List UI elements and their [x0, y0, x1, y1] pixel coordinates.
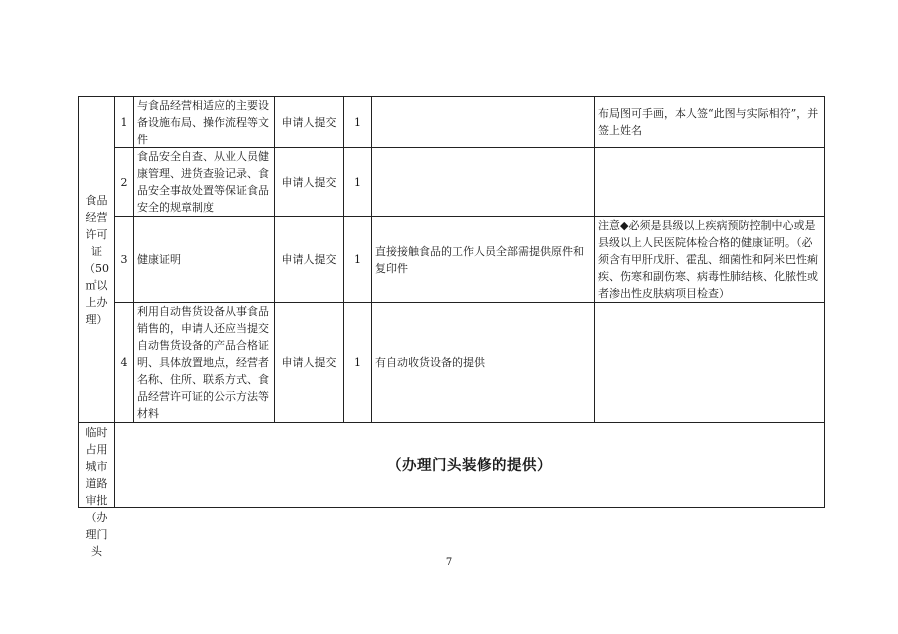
- row-1-requirement: [372, 97, 594, 147]
- row-2-number: 2: [120, 175, 128, 189]
- row-1-material: 与食品经营相适应的主要设备设施布局、操作流程等文件: [137, 98, 269, 146]
- requirements-table: [78, 96, 825, 558]
- row-1-number: 1: [120, 115, 128, 129]
- category-road-occupation: 临时占用城市道路审批（办理门头: [85, 426, 108, 558]
- row-3-copies: 1: [354, 253, 361, 266]
- road-occupation-note: （办理门头装修的提供）: [387, 456, 552, 474]
- row-4-submitter: 申请人提交: [281, 356, 337, 369]
- row-3-remark: 注意◆必须是县级以上疾病预防控制中心或是县级以上人民医院体检合格的健康证明。（必须含有甲肝戊肝、霍乱、细菌性和阿米巴性痢疾、伤寒和副伤寒、病毒性肺结核、化脓性或者渗出性皮肤病项目检查）: [598, 219, 818, 300]
- row-3-requirement: 直接接触食品的工作人员全部需提供原件和复印件: [375, 244, 584, 275]
- row-2-submitter: 申请人提交: [281, 175, 337, 189]
- row-3-material: 健康证明: [137, 253, 181, 266]
- row-1-remark: 布局图可手画，本人签“此图与实际相符”，并签上姓名: [598, 107, 819, 137]
- row-2-material: 食品安全自查、从业人员健康管理、进货查验记录、食品安全事故处置等保证食品安全的规章制度: [137, 150, 269, 214]
- category-food-license: 食品经营许可证（50㎡以上办理）: [84, 193, 109, 326]
- row-3-number: 3: [120, 253, 128, 266]
- row-4-material: 利用自动售货设备从事食品销售的，申请人还应当提交自动售货设备的产品合格证明、具体放置地点，经营者名称、住所、联系方式、食品经营许可证的公示方法等材料: [137, 305, 269, 420]
- row-4-number: 4: [120, 356, 128, 369]
- page-number: 7: [445, 557, 453, 568]
- row-4-copies: 1: [354, 356, 361, 369]
- row-4-requirement: 有自动收货设备的提供: [375, 356, 485, 369]
- row-1-submitter: 申请人提交: [281, 115, 337, 129]
- row-1-copies: 1: [354, 115, 361, 129]
- row-2-remark: [595, 148, 824, 216]
- row-3-submitter: 申请人提交: [281, 253, 337, 266]
- row-4-remark: [595, 303, 824, 422]
- row-2-copies: 1: [354, 175, 361, 189]
- row-2-requirement: [372, 148, 594, 216]
